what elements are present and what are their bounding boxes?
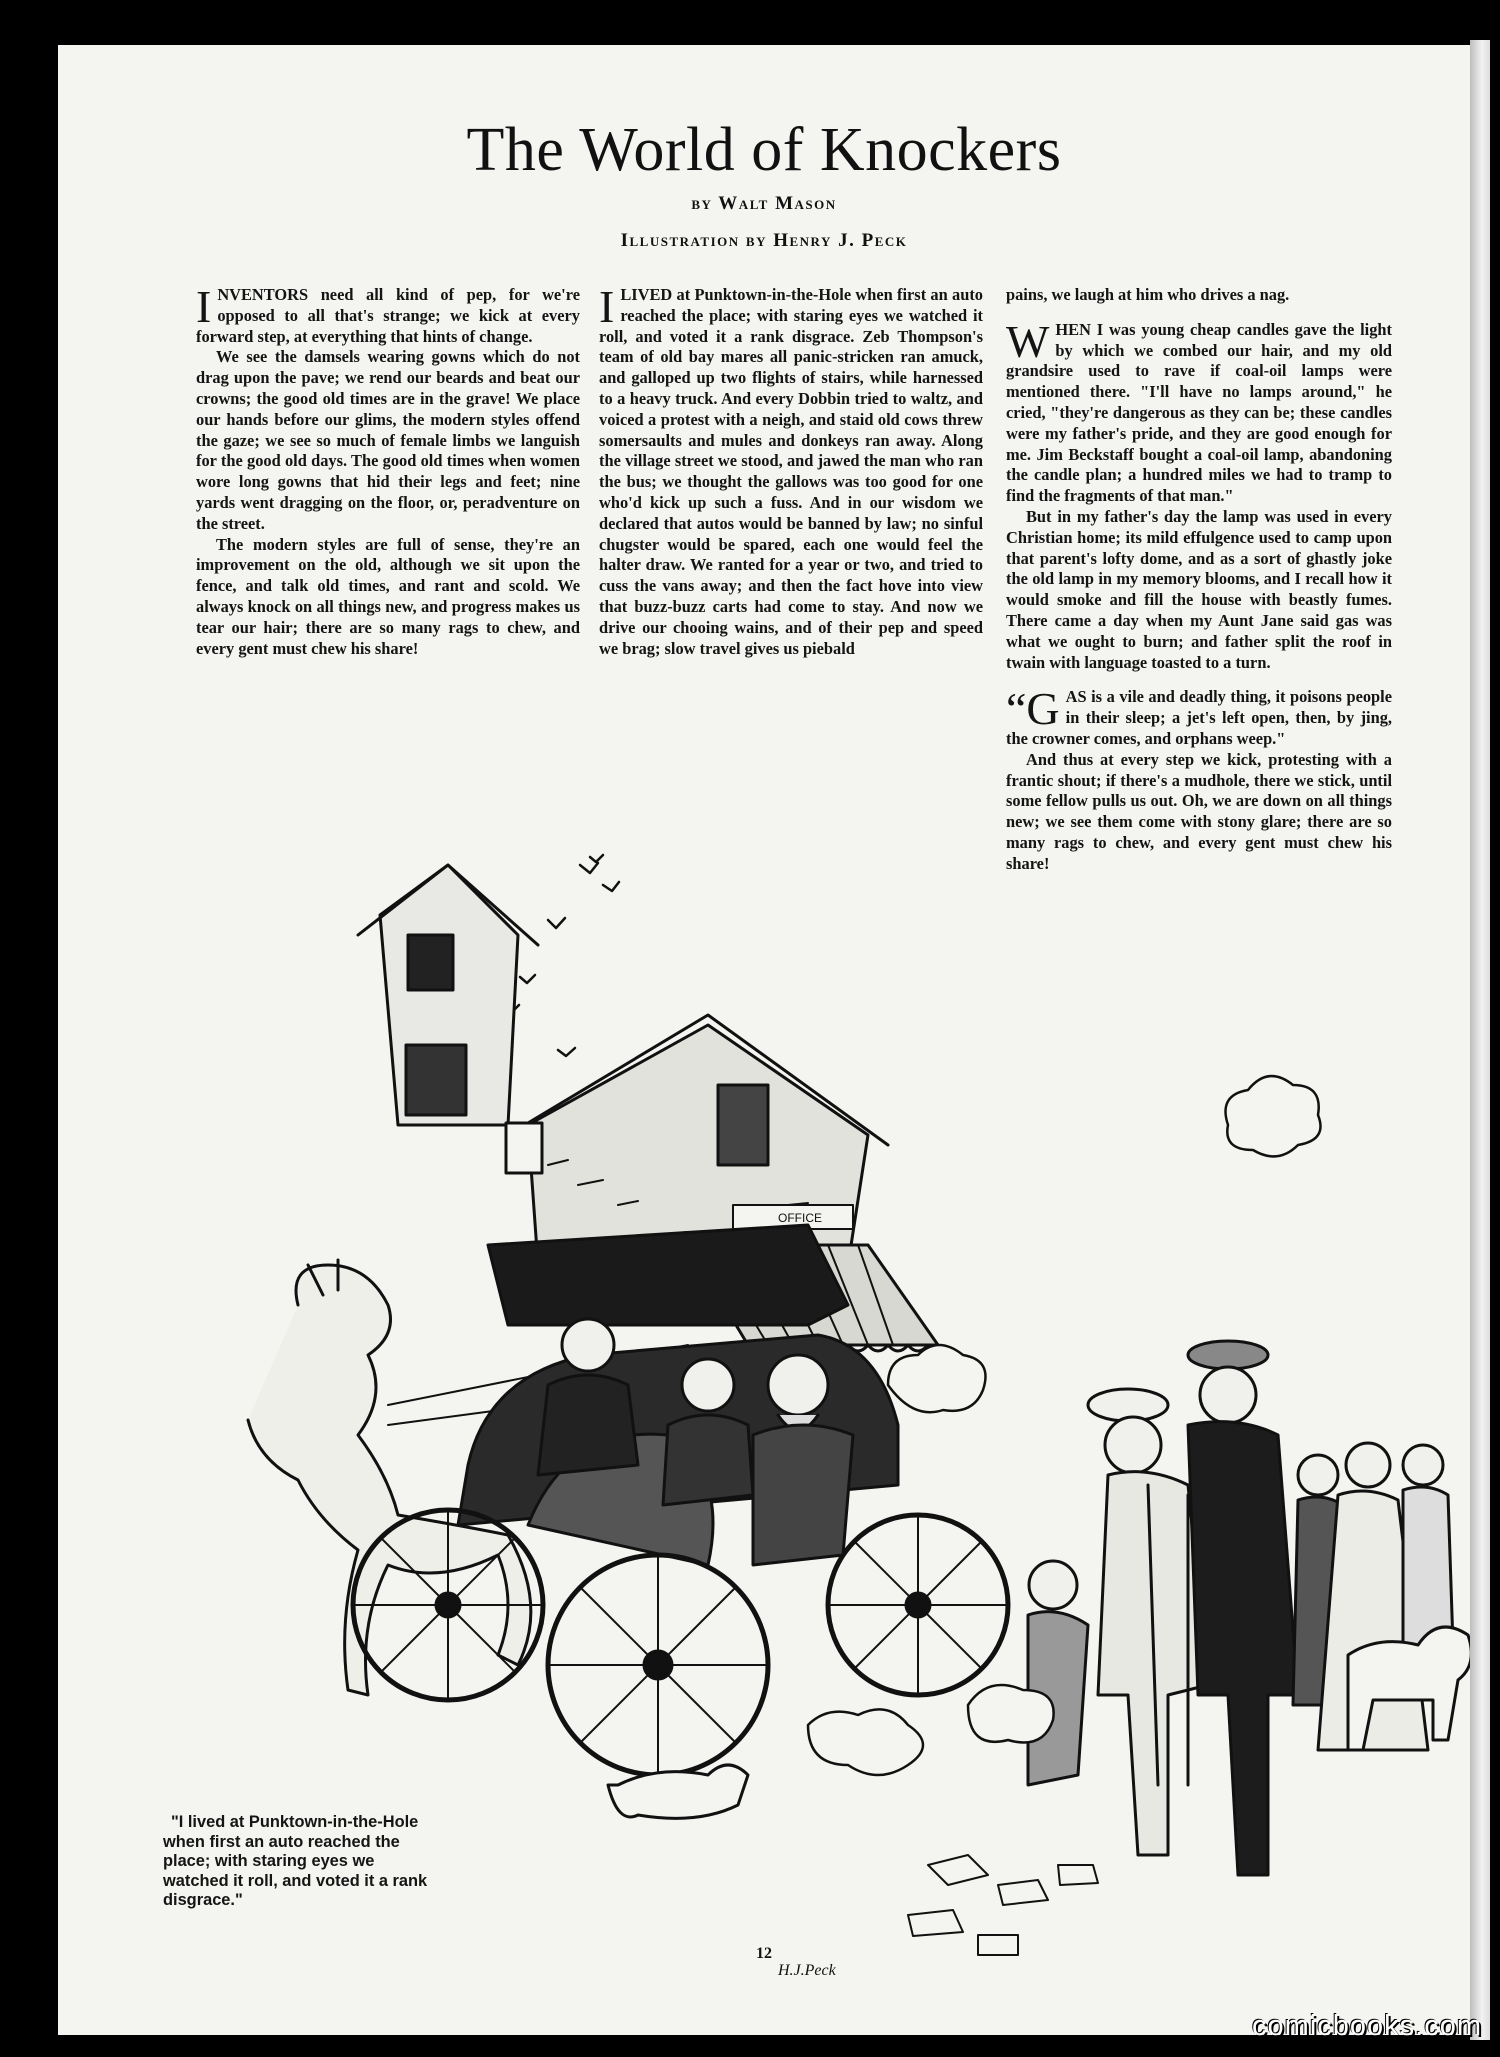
paragraph	[599, 281, 983, 659]
cobblestones-drawing	[908, 1855, 1098, 1955]
text-column-1	[196, 281, 580, 659]
paragraph: And thus at every step we kick, protesting with a frantic shout; if there's a mudhole, there we stick, until some fellow pulls us out. Oh, we are down on all things new; we see them come with stony glare; there are so many rags to chew, and every gent must chew his share!	[1006, 749, 1392, 873]
drop-cap: W	[1006, 315, 1050, 367]
paragraph: But in my father's day the lamp was used in every Christian home; its mild effulgence used to camp upon that parent's lofty dome, and as a sort of ghastly joke the old lamp in my memory blooms, and I recall how it would smoke and fill the house with beastly fumes. There came a day when my Aunt Jane said gas was what we ought to burn; and father split the roof in twain with language toasted to a turn.	[1006, 506, 1392, 672]
paragraph-text: NVENTORS need all kind of pep, for we're opposed to all that's strange; we kick at every forward step, at everything that hints of change.	[196, 285, 580, 346]
drop-cap: “G	[1006, 683, 1060, 735]
office-sign-label: OFFICE	[778, 1211, 822, 1225]
magazine-page	[58, 45, 1470, 2035]
text-column-3	[1006, 285, 1392, 875]
artist-signature: H.J.Peck	[778, 1962, 836, 1979]
paragraph: We see the damsels wearing gowns which do not drag upon the pave; we rend our beards and beat our crowns; the good old times are in the grave! We place our hands before our glims, the modern styles offend the gaze; we see so much of female limbs we languish for the good old days. The good old times when women wore long gowns that hid their legs and feet; nine yards went dragging on the floor, or, peradventure on the street.	[196, 347, 580, 533]
page-spine-edge	[1470, 40, 1490, 2040]
article-title: The World of Knockers	[466, 116, 1062, 184]
paragraph: The modern styles are full of sense, they're an improvement on the old, although we sit upon the fence, and talk old times, and rant and scold. We always knock on all things new, and progress makes us tear our hair; there are so many rags to chew, and every gent must chew his share!	[196, 534, 580, 658]
text-column-2	[599, 281, 983, 659]
paragraph	[196, 281, 580, 347]
drop-cap: I	[196, 281, 212, 332]
page-number: 12	[756, 1945, 772, 1962]
paragraph-text: HEN I was young cheap candles gave the light by which we combed our hair, and my old grandsire used to rave if coal-oil lamps were mentioned there. "I'll have no lamps around," he cried, "they're dangerous as they can be; these candles were my father's pride, and they are good enough for me. Jim Beckstaff bought a coal-oil lamp, abandoning the candle plan; a hundred miles we had to tramp to find the fragments of that man."	[1006, 319, 1392, 506]
site-watermark: comicbooks.com	[1252, 2010, 1482, 2042]
illustration-credit: Illustration by Henry J. Peck	[620, 230, 908, 251]
illustration-automobile-street-scene	[148, 825, 1470, 1985]
onlookers-drawing	[1028, 1341, 1453, 1875]
paragraph	[1006, 315, 1392, 507]
paragraph	[1006, 683, 1392, 749]
paragraph: pains, we laugh at him who drives a nag.	[1006, 285, 1290, 304]
illustration-caption: "I lived at Punktown-in-the-Hole when first an auto reached the place; with staring eyes we watched it roll, and voted it a rank disgrace."	[163, 1813, 428, 1909]
drop-cap: I	[599, 281, 615, 332]
byline: by Walt Mason	[691, 193, 837, 214]
paragraph-text: LIVED at Punktown-in-the-Hole when first an auto reached the place; with staring eyes we watched it roll, and voted it a rank disgrace. Zeb Thompson's team of old bay mares all panic-stricken ran amuck, and galloped up two flights of stairs, while harnessed to a heavy truck. And every Dobbin tried to waltz, and voiced a protest with a neigh, and staid old cows threw somersaults and mules and donkeys ran away. Along the village street we stood, and jawed the man who ran the bus; we thought the gallows was too good for one who'd kick up such a fuss. And in our wisdom we declared that autos would be banned by law; no sinful chugster would be spared, each one would feel the halter draw. We ranted for a year or two, and tried to cuss the vans away; and then the fact hove into view that buzz-buzz carts had come to stay. And now we drive our chooing wains, and of their pep and speed we brag; slow travel gives us piebald	[599, 285, 983, 658]
paragraph-text: AS is a vile and deadly thing, it poisons people in their sleep; a jet's left open, then, by jing, the crowner comes, and orphans weep."	[1006, 687, 1392, 748]
